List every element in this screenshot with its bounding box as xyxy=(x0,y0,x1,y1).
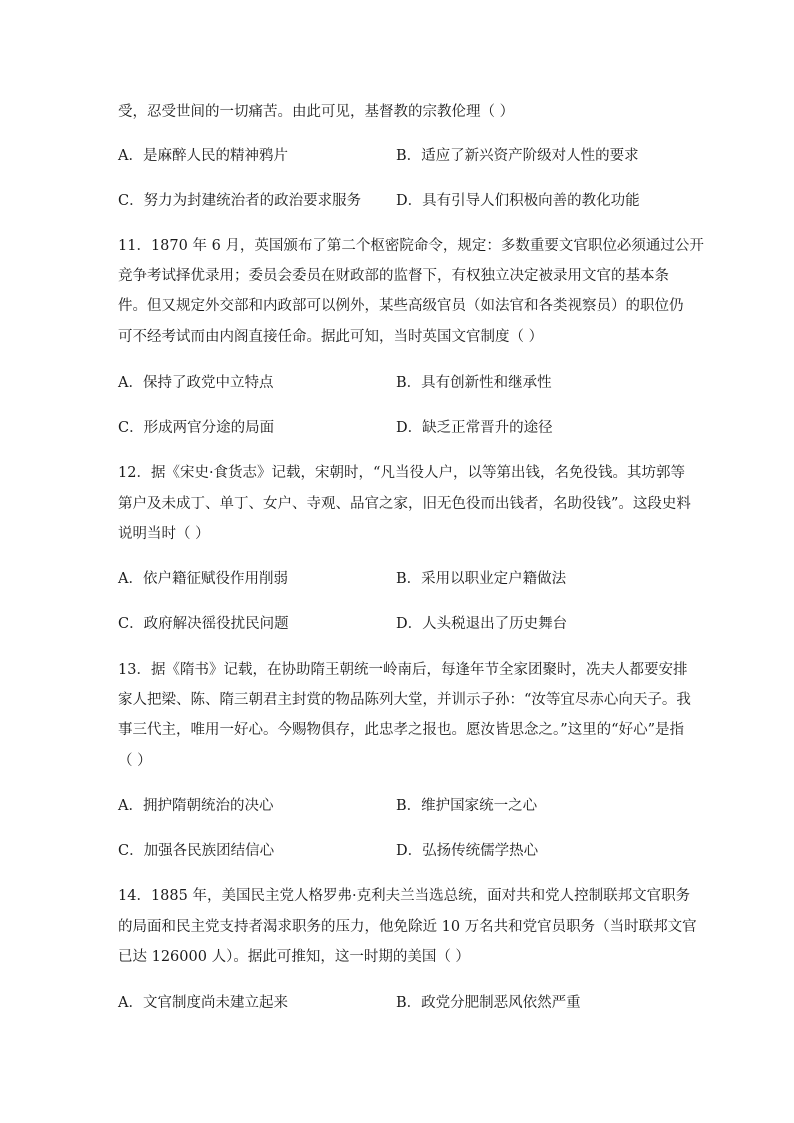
q13-option-c: C．加强各民族团结信心 xyxy=(118,843,275,859)
question-12-line: 说明当时（ ） xyxy=(118,526,210,542)
question-14-line: 已达 126000 人）。据此可推知，这一时期的美国（ ） xyxy=(118,949,470,965)
question-text-line: 受，忍受世间的一切痛苦。由此可见，基督教的宗教伦理（ ） xyxy=(118,104,515,120)
question-11-line: 可不经考试而由内阁直接任命。据此可知，当时英国文官制度（ ） xyxy=(118,329,544,345)
question-13-line: （ ） xyxy=(118,753,152,769)
option-b: B．适应了新兴资产阶级对人性的要求 xyxy=(396,148,639,164)
question-13-line: 事三代主，唯用一好心。今赐物俱存，此忠孝之报也。愿汝皆思念之。”这里的“好心”是指 xyxy=(118,722,684,738)
option-c: C．努力为封建统治者的政治要求服务 xyxy=(118,193,362,209)
q11-option-d: D．缺乏正常晋升的途径 xyxy=(396,420,553,436)
option-d: D．具有引导人们积极向善的教化功能 xyxy=(396,193,640,209)
q14-option-a: A．文官制度尚未建立起来 xyxy=(118,995,288,1011)
question-11-line: 件。但又规定外交部和内政部可以例外，某些高级官员（如法官和各类视察员）的职位仍 xyxy=(118,298,684,314)
question-14-line: 14．1885 年，美国民主党人格罗弗·克利夫兰当选总统，面对共和党人控制联邦文官职务 xyxy=(118,888,691,904)
question-12-line: 12．据《宋史·食货志》记载，宋朝时，“凡当役人户，以等第出钱，名免役钱。其坊郭等 xyxy=(118,465,685,481)
q11-option-c: C．形成两官分途的局面 xyxy=(118,420,275,436)
q12-option-a: A．依户籍征赋役作用削弱 xyxy=(118,571,288,587)
question-13-line: 家人把梁、陈、隋三朝君主封赏的物品陈列大堂，并训示子孙：“汝等宜尽赤心向天子。我 xyxy=(118,692,691,708)
question-13-line: 13．据《隋书》记载，在协助隋王朝统一岭南后，每逢年节全家团聚时，冼夫人都要安排 xyxy=(118,662,688,678)
q13-option-b: B．维护国家统一之心 xyxy=(396,798,538,814)
q14-option-b: B．政党分肥制恶风依然严重 xyxy=(396,995,581,1011)
question-14-line: 的局面和民主党支持者渴求职务的压力，他免除近 10 万名共和党官员职务（当时联邦文官 xyxy=(118,919,697,935)
q11-option-b: B．具有创新性和继承性 xyxy=(396,375,552,391)
q12-option-d: D．人头税退出了历史舞台 xyxy=(396,616,568,632)
q13-option-a: A．拥护隋朝统治的决心 xyxy=(118,798,274,814)
question-12-line: 第户及未成丁、单丁、女户、寺观、品官之家，旧无色役而出钱者，名助役钱”。这段史料 xyxy=(118,496,691,512)
q12-option-c: C．政府解决徭役扰民问题 xyxy=(118,616,289,632)
q13-option-d: D．弘扬传统儒学热心 xyxy=(396,843,539,859)
question-11-line: 竞争考试择优录用；委员会委员在财政部的监督下，有权独立决定被录用文官的基本条 xyxy=(118,268,669,284)
q11-option-a: A．保持了政党中立特点 xyxy=(118,375,274,391)
option-a: A．是麻醉人民的精神鸦片 xyxy=(118,148,288,164)
question-11-line: 11．1870 年 6 月，英国颁布了第二个枢密院命令，规定：多数重要文官职位必须通过公开 xyxy=(118,238,704,254)
q12-option-b: B．采用以职业定户籍做法 xyxy=(396,571,567,587)
